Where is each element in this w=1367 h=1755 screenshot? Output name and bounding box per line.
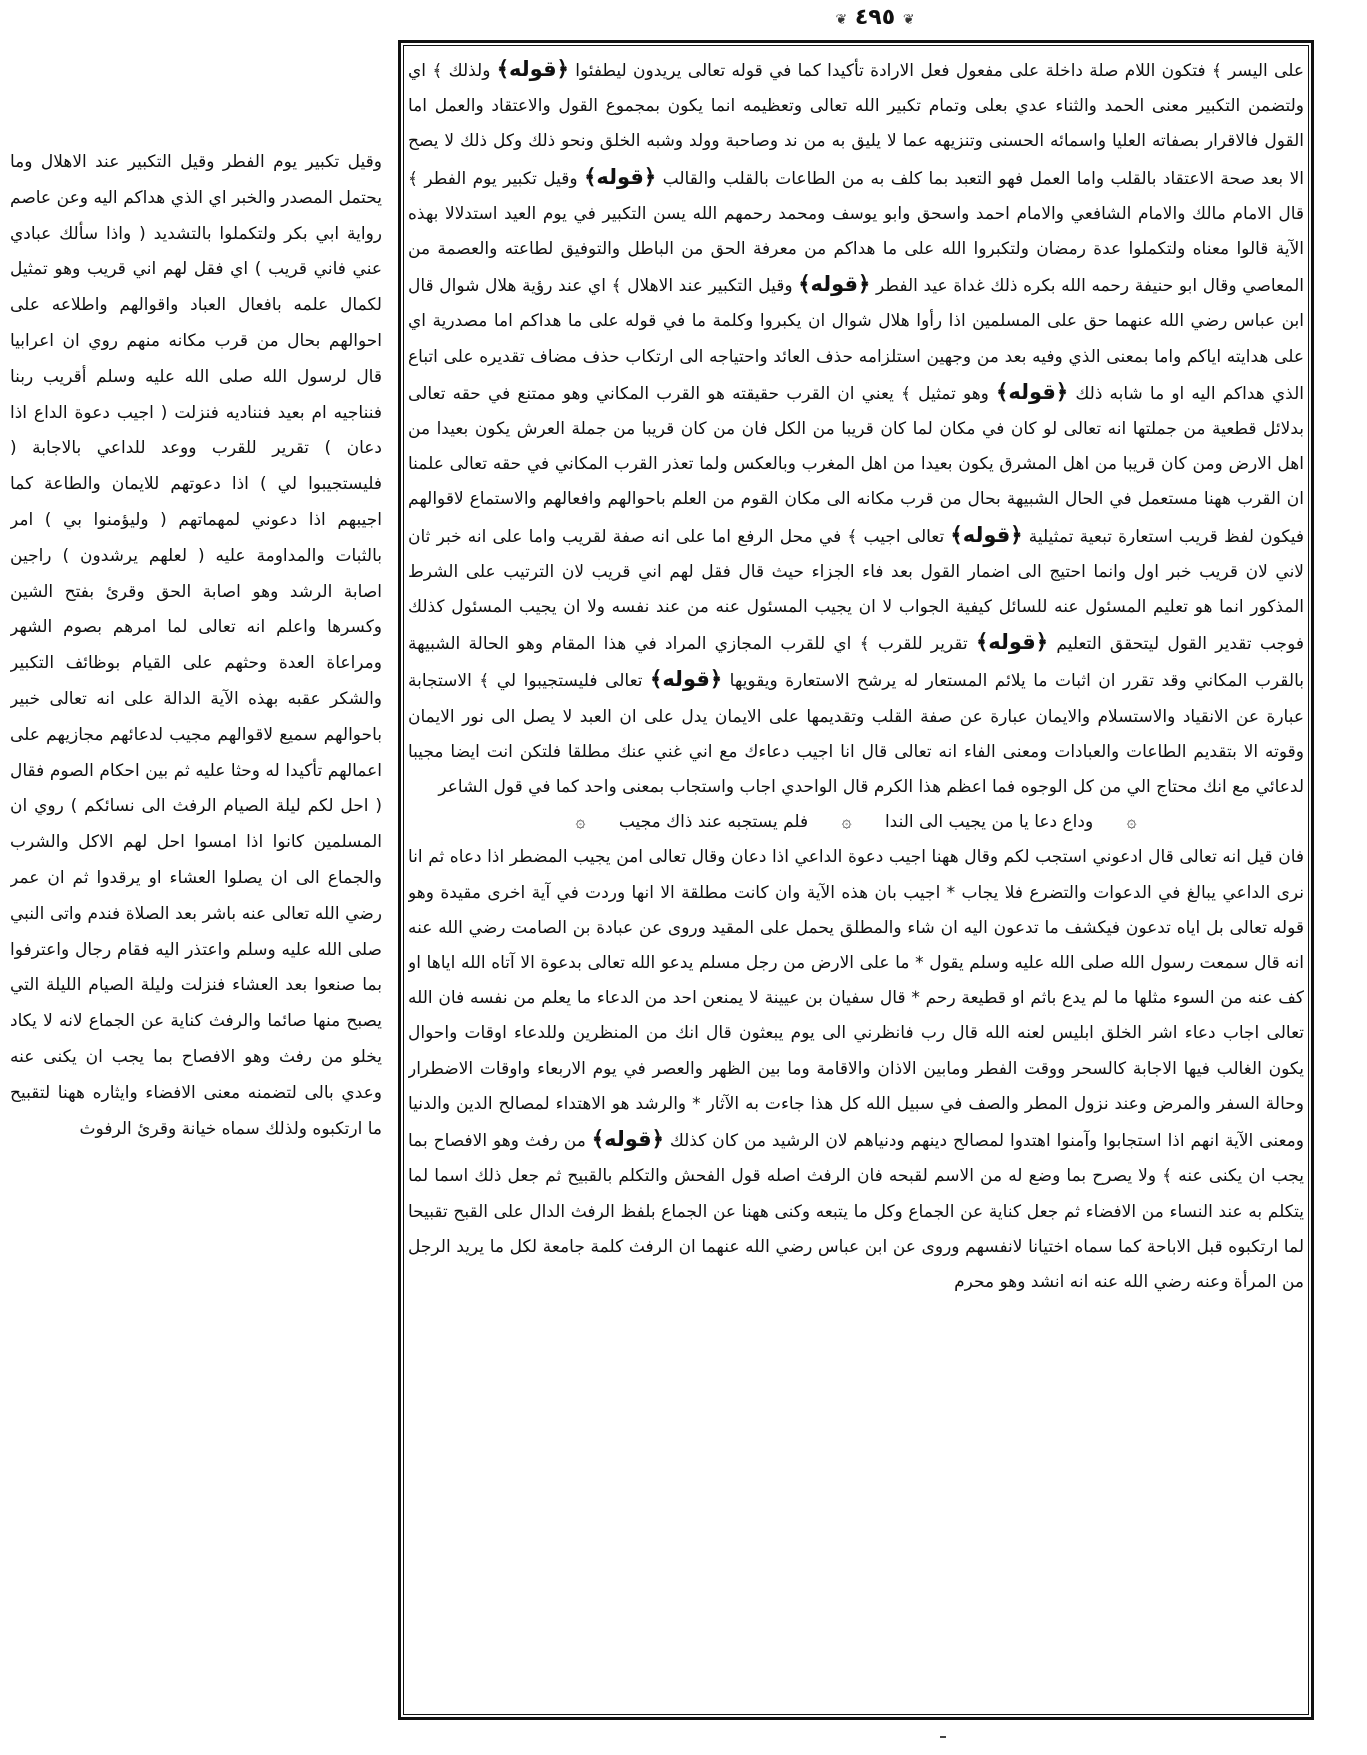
keyword-qawluh: ﴿قوله﴾ bbox=[591, 1127, 664, 1152]
commentary-text: وقيل تكبير يوم الفطر ﴾ قال الامام مالك والامام الشافعي والامام احمد واسحق وابو يوسف ومحمد رحمهم الله يسن التكبير في يوم العيد استدلالا بهذه الآية قالوا معناه ولتكملوا عدة رمضان ولتكبروا الله على ما هداكم من معرفة الحق من الباطل والتوفيق لطاعته والعصمة من المعاصي وقال ابو حنيفة رحمه الله بكره ذلك غداة عيد الفطر bbox=[408, 168, 1304, 297]
page-number-text: ٤٩٥ bbox=[854, 5, 896, 30]
scan-mark bbox=[940, 1736, 946, 1738]
keyword-qawluh: ﴿قوله﴾ bbox=[996, 379, 1069, 404]
keyword-qawluh: ﴿قوله﴾ bbox=[975, 630, 1049, 655]
keyword-qawluh: ﴿قوله﴾ bbox=[950, 522, 1023, 547]
commentary-text: ولذلك ﴾ اي ولتضمن التكبير معنى الحمد والثناء عدي بعلى وتمام تكبير الله تعالى وتعظيمه انما يكون بمجموع القول والاعتقاد والعمل اما القول فالاقرار بصفاته العليا واسمائه الحسنى وتنزيهه عما لا يليق به من ند وصاحبة وولد وشبه الخلق ونحو ذلك وكل ذلك لا يصح الا بعد صحة الاعتقاد بالقلب واما العمل فهو التعبد بما كلف به من الطاعات بالقلب والقالب bbox=[408, 61, 1304, 189]
keyword-qawluh: ﴿قوله﴾ bbox=[798, 272, 871, 297]
commentary-text: على اليسر ﴾ فتكون اللام صلة داخلة على مفعول فعل الارادة تأكيدا كما في قوله تعالى يريدون ليطفئوا bbox=[568, 61, 1304, 81]
margin-tafsir bbox=[10, 145, 382, 1605]
main-paragraphs-1 bbox=[408, 52, 1304, 805]
ornament-icon: ❦ bbox=[835, 12, 848, 28]
margin-text: وقيل تكبير يوم الفطر وقيل التكبير عند الاهلال وما يحتمل المصدر والخبر اي الذي هداكم اليه وعن عاصم رواية ابي بكر ولتكملوا بالتشديد ( واذا سألك عبادي عني فاني قريب ) اي فقل لهم اني قريب وهو تمثيل لكمال علمه بافعال العباد واقوالهم واطلاعه على احوالهم بحال من قرب مكانه منهم روي ان اعرابيا قال لرسول الله صلى الله عليه وسلم أقريب ربنا فنناجيه ام بعيد فنناديه فنزلت ( اجيب دعوة الداع اذا دعان ) تقرير للقرب ووعد للداعي بالاجابة ( فليستجيبوا لي ) اذا دعوتهم للايمان والطاعة كما اجيبهم اذا دعوني لمهماتهم ( وليؤمنوا بي ) امر بالثبات والمداومة عليه ( لعلهم يرشدون ) راجين اصابة الرشد وهو اصابة الحق وقرئ بفتح الشين وكسرها واعلم انه تعالى لما امرهم بصوم الشهر ومراعاة العدة وحثهم على القيام بوظائف التكبير والشكر عقبه بهذه الآية الدالة على انه تعالى خبير باحوالهم سميع لاقوالهم مجيب لدعائهم مجازيهم على اعمالهم تأكيدا له وحثا عليه ثم بين احكام الصوم فقال ( احل لكم ليلة الصيام الرفث الى نسائكم ) روي ان المسلمين كانوا اذا امسوا احل لهم الاكل والشرب والجماع الى ان يصلوا العشاء او يرقدوا ثم ان عمر رضي الله تعالى عنه باشر بعد الصلاة فندم واتى النبي صلى الله عليه وسلم واعتذر اليه فقام رجال واعترفوا بما صنعوا بعد العشاء فنزلت وليلة الصيام الليلة التي يصبح منها صائما والرفث كناية عن الجماع لانه لا يكاد يخلو من رفث وهو الافصاح بما يجب ان يكنى عنه وعدي بالى لتضمنه معنى الافضاء وايثاره ههنا لتقبيح ما ارتكبوه ولذلك سماه خيانة وقرئ الرفوث bbox=[10, 152, 382, 1139]
main-commentary bbox=[408, 52, 1304, 1712]
poetry-verse bbox=[408, 805, 1304, 840]
commentary-text: تعالى اجيب ﴾ في محل الرفع اما على انه صفة لقريب واما على انه خبر ثان لاني لان قريب خبر اول وانما احتيج الى اضمار القول بعد فاء الجزاء حيث قال فقل لهم اني قريب لان الترتيب على الشرط المذكور انما هو تعليم المسئول عنه للسائل كيفية الجواب لا ان يجيب المسئول عنه من عند نفسه ولا ان يجيب المسئول كذلك فوجب تقدير القول ليتحقق التعليم bbox=[408, 526, 1304, 655]
ornament-icon: ❦ bbox=[902, 12, 915, 28]
verse-star-icon: ۞ bbox=[1126, 812, 1137, 833]
verse-hemistich-1: وداع دعا يا من يجيب الى الندا bbox=[884, 812, 1094, 833]
main-paragraphs-2 bbox=[408, 840, 1304, 1300]
keyword-qawluh: ﴿قوله﴾ bbox=[650, 667, 723, 692]
commentary-text: فان قيل انه تعالى قال ادعوني استجب لكم وقال ههنا اجيب دعوة الداعي اذا دعان وقال تعالى امن يجيب المضطر اذا دعاه ثم انا نرى الداعي يبالغ في الدعوات والتضرع فلا يجاب * اجيب بان هذه الآية وان كانت مطلقة الا انها وردت في آية اخرى مقيدة وهو قوله تعالى بل اياه تدعون فيكشف ما تدعون اليه ان شاء والمطلق يحمل على المقيد وروى عن عبادة بن الصامت رضي الله عنه انه قال سمعت رسول الله صلى الله عليه وسلم يقول * ما على الارض من رجل مسلم يدعو الله تعالى بدعوة الا آتاه الله اياها او كف عنه من السوء مثلها ما لم يدع باثم او قطيعة رحم * قال سفيان بن عيينة لا يمنعن احد من الدعاء ما يعلم من نفسه فان الله تعالى اجاب دعاء اشر الخلق ابليس لعنه الله قال رب فانظرني الى يوم يبعثون قال انك من المنظرين وللدعاء اوقات واحوال يكون الغالب فيها الاجابة كالسحر ووقت الفطر ومابين الاذان والاقامة وما بين الظهر والعصر في يوم الاربعاء واوقات الاضطرار وحالة السفر والمرض وعند نزول المطر والصف في سبيل الله كل هذا جاءت به الآثار * والرشد هو الاهتداء لمصالح الدين والدنيا ومعنى الآية انهم اذا استجابوا وآمنوا اهتدوا لمصالح دينهم ودنياهم لان الرشيد من كان كذلك bbox=[408, 847, 1304, 1152]
commentary-text: تعالى فليستجيبوا لي ﴾ الاستجابة عبارة عن الانقياد والاستسلام والايمان عبارة عن صفة القلب وتقديمها على الايمان يدل على ان العبد لا يصل الى نور الايمان وقوته الا بتقديم الطاعات والعبادات ومعنى الفاء انه تعالى قال انا اجيب دعاءك مع اني غني عنك مطلقا فلتكن انت ايضا مجيبا لدعائي مع انك محتاج الي من كل الوجوه فما اعظم هذا الكرم قال الواحدي اجاب واستجاب بمعنى واحد كما في قول الشاعر bbox=[408, 671, 1304, 798]
verse-hemistich-2: فلم يستجبه عند ذاك مجيب bbox=[618, 812, 809, 833]
commentary-text: من رفث وهو الافصاح بما يجب ان يكنى عنه ﴾ ولا يصرح بما وضع له من الاسم لقبحه فان الرفث اصله قول الفحش والتكلم بالقبيح ثم جعل ذلك اسما لما يتكلم به عند النساء من الافضاء ثم جعل كناية عن الجماع وكل ما يتبعه وكنى ههنا عن الجماع بلفظ الرفث الدال على القبح تقبيحا لما ارتكبوه قبل الاباحة كما سماه اختيانا لانفسهم وروى عن ابن عباس رضي الله عنهما ان الرفث كلمة جامعة لكل ما يريد الرجل من المرأة وعنه رضي الله عنه انه انشد وهو محرم bbox=[408, 1131, 1304, 1292]
commentary-text: تقرير للقرب ﴾ اي للقرب المجازي المراد في هذا المقام وهو الحالة الشبيهة بالقرب المكاني وقد تقرر ان اثبات ما يلائم المستعار له يرشح الاستعارة ويقويها bbox=[408, 634, 1304, 692]
keyword-qawluh: ﴿قوله﴾ bbox=[584, 164, 657, 189]
verse-star-icon: ۞ bbox=[841, 812, 852, 833]
keyword-qawluh: ﴿قوله﴾ bbox=[496, 57, 569, 81]
page-number bbox=[800, 4, 950, 32]
verse-star-icon: ۞ bbox=[575, 812, 586, 833]
commentary-text: وهو تمثيل ﴾ يعني ان القرب حقيقته هو القرب المكاني وهو ممتنع في حقه تعالى بدلائل قطعية من جملتها انه تعالى لو كان في مكان لما كان قريبا من الكل فان من كان قريبا من جملة العرش يكون بعيدا من اهل الارض ومن كان قريبا من اهل المشرق يكون بعيدا من اهل المغرب وبالعكس ولما تعذر القرب المكاني في حقه تعالى علمنا ان القرب ههنا مستعمل في الحال الشبيهة بحال من قرب مكانه الى مكان القوم من العلم باحوالهم وافعالهم والاستماع لاقوالهم فيكون لفظ قريب استعارة تبعية تمثيلية bbox=[408, 383, 1304, 547]
commentary-text: وقيل التكبير عند الاهلال ﴾ اي عند رؤية هلال شوال قال ابن عباس رضي الله عنهما حق على المسلمين اذا رأوا هلال شوال ان يكبروا وكلمة ما في قوله على ما هداكم اما مصدرية اي على هدايته اياكم واما بمعنى الذي وفيه بعد من وجهين استلزامه حذف العائد واحتياجه الى ارتكاب حذف مضاف تقديره على اتباع الذي هداكم اليه او ما شابه ذلك bbox=[408, 276, 1304, 404]
